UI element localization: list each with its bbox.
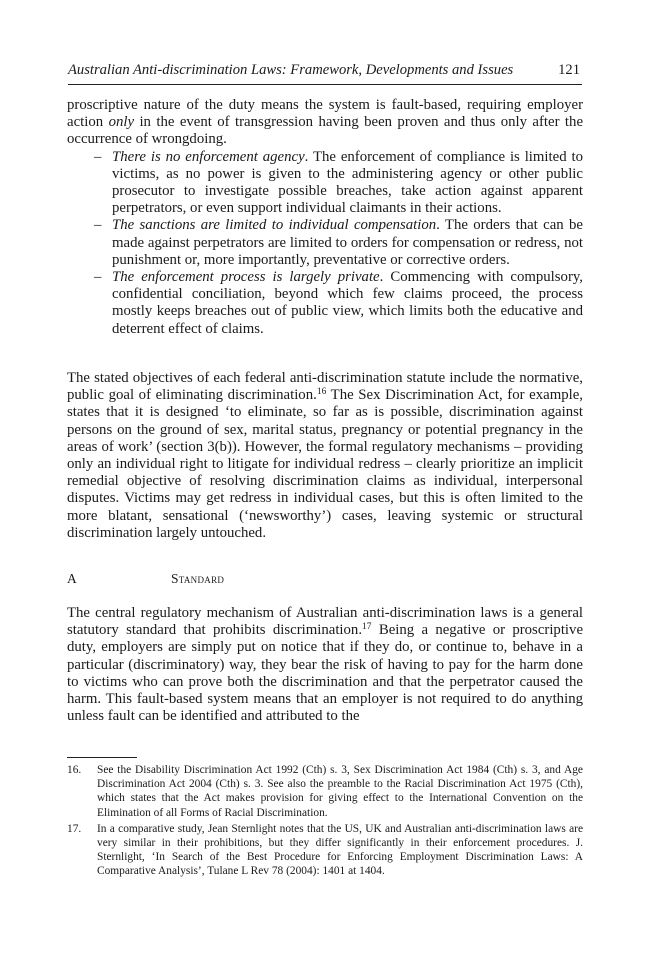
footnote-ref-17: 17 — [362, 622, 372, 633]
running-title: Australian Anti-discrimination Laws: Framework, Developments and Issues — [68, 62, 514, 78]
bullet-lead: There is no enforcement agency — [112, 148, 305, 165]
footnote-divider — [67, 757, 137, 758]
objectives-paragraph — [67, 370, 583, 542]
footnote-16 — [67, 763, 583, 820]
footnote-number: 17. — [67, 822, 82, 835]
dash-marker: – — [94, 148, 102, 165]
section-title: Standard — [171, 571, 225, 586]
footnote-text: See the Disability Discrimination Act 1992 (Cth) s. 3, Sex Discrimination Act 1984 (Cth) s. 3, and Age Discrimination Act 2004 (Cth) s. 3. See also the preamble to the Racial Discrimination Act 1975 (Cth), which states that the Act makes provision for giving effect to the International Convention on the Elimination of all Forms of Racial Discrimination. — [97, 764, 583, 819]
bullet-text: . The orders that can be made against perpetrators are limited to orders for compensation or redress, not punishment or, more importantly, preventative or corrective orders. — [112, 217, 583, 268]
dash-marker: – — [94, 217, 102, 234]
bullet-text: . Commencing with compulsory, confidential conciliation, beyond which few claims proceed, the process mostly keeps breaches out of public view, which limits both the educative and deterrent effect of claims. — [112, 269, 584, 337]
dash-list — [67, 149, 583, 338]
footnotes — [67, 763, 583, 881]
bullet-block — [67, 97, 583, 338]
list-item — [67, 269, 583, 338]
p2-text-a: The central regulatory mechanism of Australian anti-discrimination laws is a general statutory standard that prohibits discrimination. — [67, 605, 583, 639]
continuation-italic: only — [108, 114, 135, 131]
continuation-paragraph — [67, 97, 583, 149]
list-item — [67, 217, 583, 269]
p2-text-b: Being a negative or proscriptive duty, employers are simply put on notice that if they do, or continue to, behave in a particular (discriminatory) way, they bear the risk of having to pay for the harm done to victims who can prove both the discrimination and that the perpetrator caused the harm. This fault-based system means that an employer is not required to do anything unless fault can be identified and attributed to the — [67, 622, 584, 725]
running-header — [68, 62, 582, 85]
page-number: 121 — [558, 62, 580, 78]
dash-marker: – — [94, 269, 102, 286]
continuation-text-a: proscriptive nature of the duty means the system is fault-based, requiring employer action — [67, 97, 583, 131]
p1-text-a: The stated objectives of each federal anti-discrimination statute include the normative, public goal of eliminating discrimination. — [67, 370, 583, 404]
bullet-text: . The enforcement of compliance is limited to victims, as no power is given to the administering agency or other public prosecutor to investigate possible breaches, take action against apparent perpetrators, or even support individual claimants in their actions. — [112, 148, 583, 217]
section-letter: A — [67, 571, 77, 586]
section-heading — [67, 571, 224, 587]
bullet-lead: The sanctions are limited to individual compensation — [112, 217, 437, 234]
continuation-text-b: in the event of transgression having been proven and thus only after the occurrence of wrongdoing. — [67, 114, 584, 148]
footnote-text: In a comparative study, Jean Sternlight notes that the US, UK and Australian anti-discrimination laws are very similar in their prohibitions, but they differ significantly in their enforcement procedures. J. Sternlight, ‘In Search of the Best Procedure for Enforcing Employment Discrimination Laws: A Comparative Analysis’, Tulane L Rev 78 (2004): 1401 at 1404. — [97, 822, 583, 878]
footnote-ref-16: 16 — [316, 387, 327, 398]
p1-text-b: The Sex Discrimination Act, for example, states that it is designed ‘to eliminate, so far as is possible, discrimination against persons on the ground of sex, marital status, pregnancy or potential pregnancy in the areas of work’ (section 3(b)). However, the formal regulatory mechanisms – providing only an individual right to litigate for individual redress – clearly prioritize an implicit remedial objective of resolving discrimination claims as individual, interpersonal disputes. Victims may get redress in individual cases, but this is often limited to the more blatant, sensational (‘newsworthy’) cases, leaving systemic or structural discrimination largely untouched. — [67, 387, 583, 541]
footnote-17 — [67, 822, 583, 879]
footnote-number: 16. — [67, 764, 82, 776]
standard-paragraph — [67, 605, 583, 725]
bullet-lead: The enforcement process is largely private — [112, 269, 380, 286]
list-item — [67, 149, 583, 218]
